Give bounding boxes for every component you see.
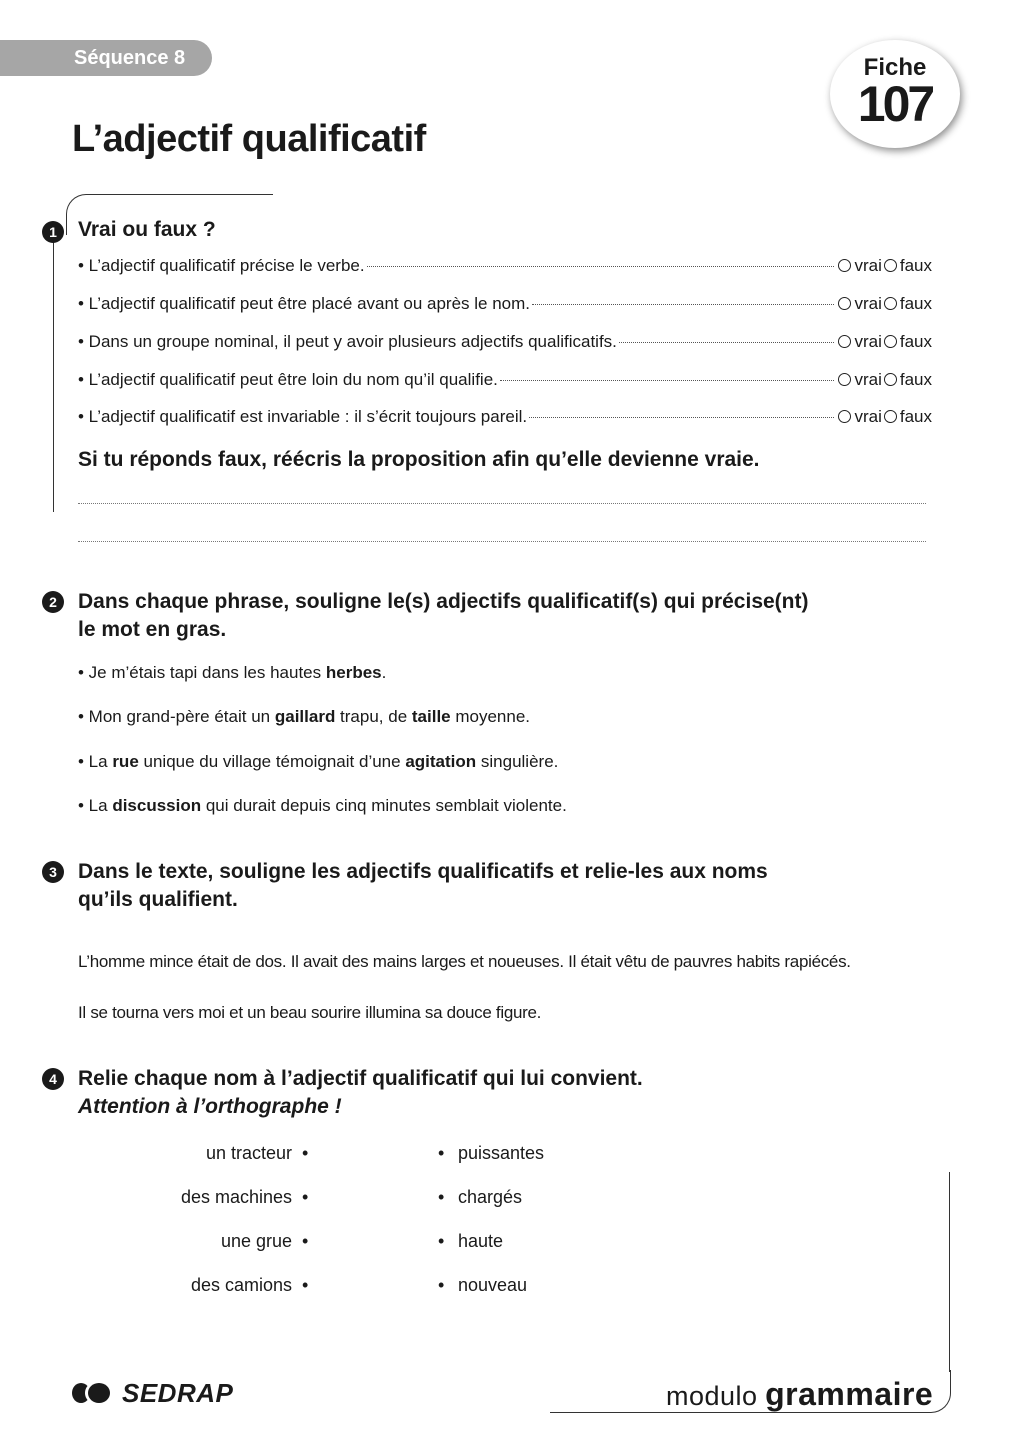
- bold-word: agitation: [405, 752, 477, 771]
- radio-circle-icon[interactable]: [838, 259, 851, 272]
- dot-leader: [619, 342, 835, 343]
- noun-item: une grue: [220, 1231, 292, 1251]
- adjective-item: chargés: [458, 1187, 523, 1207]
- adjective-item: puissantes: [458, 1143, 545, 1163]
- writing-line[interactable]: [78, 541, 926, 542]
- sentence-fragment: • La: [78, 752, 113, 771]
- fiche-badge: [830, 40, 960, 148]
- radio-circle-icon[interactable]: [838, 410, 851, 423]
- exercise-2-sentence: [78, 752, 558, 772]
- exercise-2-heading-line1: Dans chaque phrase, souligne le(s) adjectifs qualificatif(s) qui précise(nt): [78, 590, 809, 613]
- adjective-link-dot[interactable]: •: [438, 1143, 445, 1163]
- radio-circle-icon[interactable]: [884, 410, 897, 423]
- sentence-fragment: • Je m’étais tapi dans les hautes: [78, 663, 326, 682]
- frame-line-right: [949, 1172, 950, 1372]
- exercise-2-number: 2: [42, 591, 64, 613]
- radio-circle-icon[interactable]: [884, 373, 897, 386]
- option-vrai-label: vrai: [854, 332, 882, 351]
- option-faux[interactable]: [882, 294, 932, 314]
- bold-word: gaillard: [274, 707, 336, 726]
- option-vrai-label: vrai: [854, 256, 882, 275]
- noun-link-dot[interactable]: •: [302, 1143, 309, 1163]
- sentence-fragment: trapu, de: [335, 707, 412, 726]
- noun-item: un tracteur: [205, 1143, 292, 1163]
- page-title: L’adjectif qualificatif: [72, 118, 426, 160]
- sentence-fragment: unique du village témoignait d’une: [138, 752, 406, 771]
- adjective-item: haute: [458, 1231, 504, 1251]
- exercise-2-sentence: [78, 663, 386, 683]
- radio-circle-icon[interactable]: [838, 335, 851, 348]
- exercise-2-sentence: [78, 796, 567, 816]
- option-faux[interactable]: [882, 332, 932, 352]
- exercise-1-heading: Vrai ou faux ?: [78, 218, 216, 241]
- true-false-row: [78, 370, 932, 394]
- exercise-4-number: 4: [42, 1068, 64, 1090]
- collection-name-part1: modulo: [666, 1381, 758, 1411]
- fiche-number: 107: [857, 76, 933, 132]
- statement-text: • L’adjectif qualificatif est invariable : il s’écrit toujours pareil.: [78, 407, 528, 426]
- exercise-1-number: 1: [42, 221, 64, 243]
- bold-word: herbes: [325, 663, 382, 682]
- adjective-link-dot[interactable]: •: [438, 1187, 445, 1207]
- radio-circle-icon[interactable]: [884, 297, 897, 310]
- noun-link-dot[interactable]: •: [302, 1231, 309, 1251]
- sentence-fragment: moyenne.: [450, 707, 531, 726]
- option-vrai-label: vrai: [854, 294, 882, 313]
- true-false-row: [78, 256, 932, 280]
- collection-name-part2: grammaire: [765, 1376, 934, 1412]
- sedrap-logo-icon: [72, 1383, 112, 1403]
- exercise-4-heading-line2: Attention à l’orthographe !: [78, 1095, 342, 1118]
- option-vrai-label: vrai: [854, 370, 882, 389]
- true-false-row: [78, 294, 932, 318]
- bold-word: rue: [112, 752, 139, 771]
- exercise-3-number: 3: [42, 861, 64, 883]
- exercise-2-heading-line2: le mot en gras.: [78, 618, 227, 641]
- option-vrai[interactable]: [836, 407, 881, 427]
- option-faux-label: faux: [899, 294, 932, 313]
- adjective-item: nouveau: [458, 1275, 528, 1295]
- sentence-fragment: • Mon grand-père était un: [78, 707, 275, 726]
- noun-link-dot[interactable]: •: [302, 1187, 309, 1207]
- option-vrai[interactable]: [836, 332, 881, 352]
- statement-text: • L’adjectif qualificatif précise le verbe.: [78, 256, 365, 275]
- bold-word: taille: [411, 707, 451, 726]
- noun-item: des camions: [190, 1275, 292, 1295]
- option-vrai[interactable]: [836, 370, 881, 390]
- exercise-1-subquestion: Si tu réponds faux, réécris la proposition afin qu’elle devienne vraie.: [78, 448, 760, 471]
- noun-item: des machines: [180, 1187, 292, 1207]
- writing-line[interactable]: [78, 503, 926, 504]
- option-faux-label: faux: [899, 370, 932, 389]
- exercise-4-heading: [78, 1065, 643, 1121]
- exercise-2-sentence: [78, 707, 530, 727]
- dot-leader: [529, 417, 834, 418]
- sentence-fragment: .: [381, 663, 387, 682]
- exercise-3-text-line1: L’homme mince était de dos. Il avait des mains larges et noueuses. Il était vêtu de pauvres habits rapiécés.: [78, 952, 851, 971]
- sentence-fragment: • La: [78, 796, 113, 815]
- option-faux[interactable]: [882, 256, 932, 276]
- fiche-label: Fiche: [863, 54, 927, 81]
- radio-circle-icon[interactable]: [838, 373, 851, 386]
- option-faux[interactable]: [882, 407, 932, 427]
- statement-text: • Dans un groupe nominal, il peut y avoir plusieurs adjectifs qualificatifs.: [78, 332, 617, 351]
- bold-word: discussion: [112, 796, 202, 815]
- publisher-name: SEDRAP: [122, 1377, 234, 1408]
- noun-link-dot[interactable]: •: [302, 1275, 309, 1295]
- option-faux[interactable]: [882, 370, 932, 390]
- option-vrai[interactable]: [836, 294, 881, 314]
- exercise-3-heading-line1: Dans le texte, souligne les adjectifs qualificatifs et relie-les aux noms: [78, 860, 768, 883]
- radio-circle-icon[interactable]: [838, 297, 851, 310]
- sequence-tab: [0, 40, 212, 76]
- sentence-fragment: qui durait depuis cinq minutes semblait violente.: [201, 796, 567, 815]
- option-faux-label: faux: [899, 407, 932, 426]
- collection-name: [666, 1376, 933, 1413]
- adjective-link-dot[interactable]: •: [438, 1275, 445, 1295]
- true-false-row: [78, 332, 932, 356]
- statement-text: • L’adjectif qualificatif peut être loin du nom qu’il qualifie.: [78, 370, 498, 389]
- publisher-logo: [72, 1376, 233, 1410]
- dot-leader: [500, 380, 835, 381]
- exercise-3-text-line2: Il se tourna vers moi et un beau sourire illumina sa douce figure.: [78, 1003, 542, 1022]
- radio-circle-icon[interactable]: [884, 259, 897, 272]
- statement-text: • L’adjectif qualificatif peut être placé avant ou après le nom.: [78, 294, 531, 313]
- exercise-3-heading: [78, 858, 768, 914]
- option-faux-label: faux: [899, 256, 932, 275]
- sentence-fragment: singulière.: [476, 752, 559, 771]
- exercise-4-heading-line1: Relie chaque nom à l’adjectif qualificatif qui lui convient.: [78, 1067, 643, 1090]
- radio-circle-icon[interactable]: [884, 335, 897, 348]
- option-faux-label: faux: [899, 332, 932, 351]
- option-vrai[interactable]: [836, 256, 881, 276]
- sequence-label: Séquence 8: [74, 47, 186, 69]
- frame-line-left: [53, 230, 54, 512]
- dot-leader: [532, 304, 834, 305]
- exercise-2-heading: [78, 588, 809, 644]
- exercise-3-heading-line2: qu’ils qualifient.: [78, 888, 238, 911]
- adjective-link-dot[interactable]: •: [438, 1231, 445, 1251]
- dot-leader: [367, 266, 835, 267]
- true-false-row: [78, 407, 932, 431]
- option-vrai-label: vrai: [854, 407, 882, 426]
